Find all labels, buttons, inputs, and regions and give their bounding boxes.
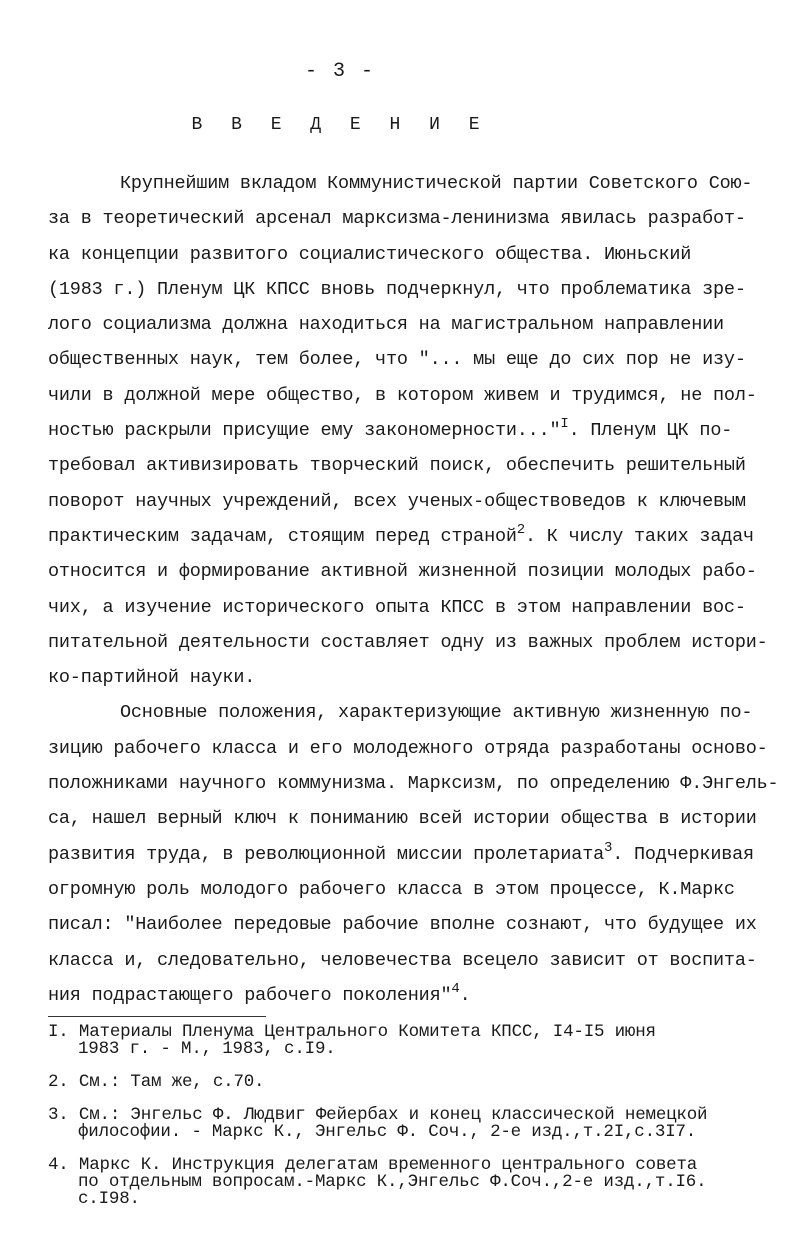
footnote-ref: I [560,416,569,433]
section-heading: В В Е Д Е Н И Е [191,115,489,135]
footnote-text: См.: Энгельс Ф. Людвиг Фейербах и конец классической немецкой [78,1105,708,1125]
footnote-ref: 2 [516,521,525,538]
text-segment: ния подрастающего рабочего поколения" [48,984,452,1006]
footnote-text: См.: Там же, с.70. [78,1072,265,1092]
footnote [48,1024,768,1058]
footnote-ref: 3 [604,839,613,856]
text-line: чих, а изучение исторического опыта КПСС в этом направлении вос- [48,596,746,618]
footnote [48,1157,768,1208]
text-line [48,519,768,554]
text-line: Крупнейшим вкладом Коммунистической партии Советского Сою- [120,173,753,194]
text-segment: . [459,984,471,1006]
page-number: - 3 - [304,60,375,83]
footnote-line: по отдельным вопросам.-Маркс К.,Энгельс Ф.Соч.,2-е изд.,т.I6. [78,1172,707,1192]
text-line: общественных наук, тем более, что "... мы еще до сих пор не изу- [48,349,746,371]
footnote-number: I. [48,1022,69,1042]
text-line: относится и формирование активной жизненной позиции молодых рабо- [48,561,757,583]
text-line: ка концепции развитого социалистического общества. Июньский [48,243,692,265]
footnote-number: 3. [48,1105,69,1125]
text-segment: развития труда, в революционной миссии пролетариата [48,843,604,865]
footnote-line: 1983 г. - М., 1983, с.I9. [78,1039,336,1059]
text-line: Основные положения, характеризующие активную жизненную по- [120,702,753,724]
footnote-number: 2. [48,1072,69,1092]
footnote [48,1107,768,1141]
footnote-line: философии. - Маркс К., Энгельс Ф. Соч., 2-е изд.,т.2I,с.3I7. [78,1122,697,1142]
text-line: (1983 г.) Пленум ЦК КПСС вновь подчеркнул, что проблематика зре- [48,278,746,300]
text-line: са, нашел верный ключ к пониманию всей истории общества в истории [48,808,757,830]
footnote-text: Материалы Пленума Центрального Комитета КПСС, I4-I5 июня [78,1022,656,1042]
footnote-text: Маркс К. Инструкция делегатам временного центрального совета [78,1155,698,1175]
text-line: огромную роль молодого рабочего класса в этом процессе, К.Маркс [48,878,735,900]
text-line: ко-партийной науки. [48,667,256,689]
footnote-line: с.I98. [78,1189,140,1209]
text-segment: . К числу таких задач [524,525,754,547]
main-text [48,166,779,1013]
text-line [48,413,768,448]
text-line: поворот научных учреждений, всех ученых-обществоведов к ключевым [48,490,746,512]
footnote-number: 4. [48,1155,69,1175]
footnotes [48,1024,768,1224]
text-segment: ностью раскрыли присущие ему закономерности..." [48,420,561,442]
footnote-line [48,1074,768,1091]
text-segment: . Подчеркивая [612,843,754,865]
text-line: писал: "Наиболее передовые рабочие вполне сознают, что будущее их [48,914,757,936]
text-line: чили в должной мере общество, в котором живем и трудимся, не пол- [48,384,757,406]
text-line: за в теоретический арсенал марксизма-ленинизма явилась разработ- [48,208,746,230]
text-line [48,837,768,872]
text-line: зицию рабочего класса и его молодежного отряда разработаны осново- [48,737,768,759]
footnote [48,1074,768,1091]
text-line: требовал активизировать творческий поиск, обеспечить решительный [48,455,746,477]
text-line: класса и, следовательно, человечества всецело зависит от воспита- [48,949,757,971]
footnote-divider [48,1016,266,1017]
text-line: лого социализма должна находиться на магистральном направлении [48,314,724,336]
text-line: положниками научного коммунизма. Марксизм, по определению Ф.Энгель- [48,773,779,795]
text-line [48,978,768,1013]
text-segment: практическим задачам, стоящим перед страной [48,525,517,547]
footnote-ref: 4 [451,980,460,997]
text-segment: . Пленум ЦК по- [568,420,733,442]
text-line: питательной деятельности составляет одну из важных проблем истори- [48,631,768,653]
